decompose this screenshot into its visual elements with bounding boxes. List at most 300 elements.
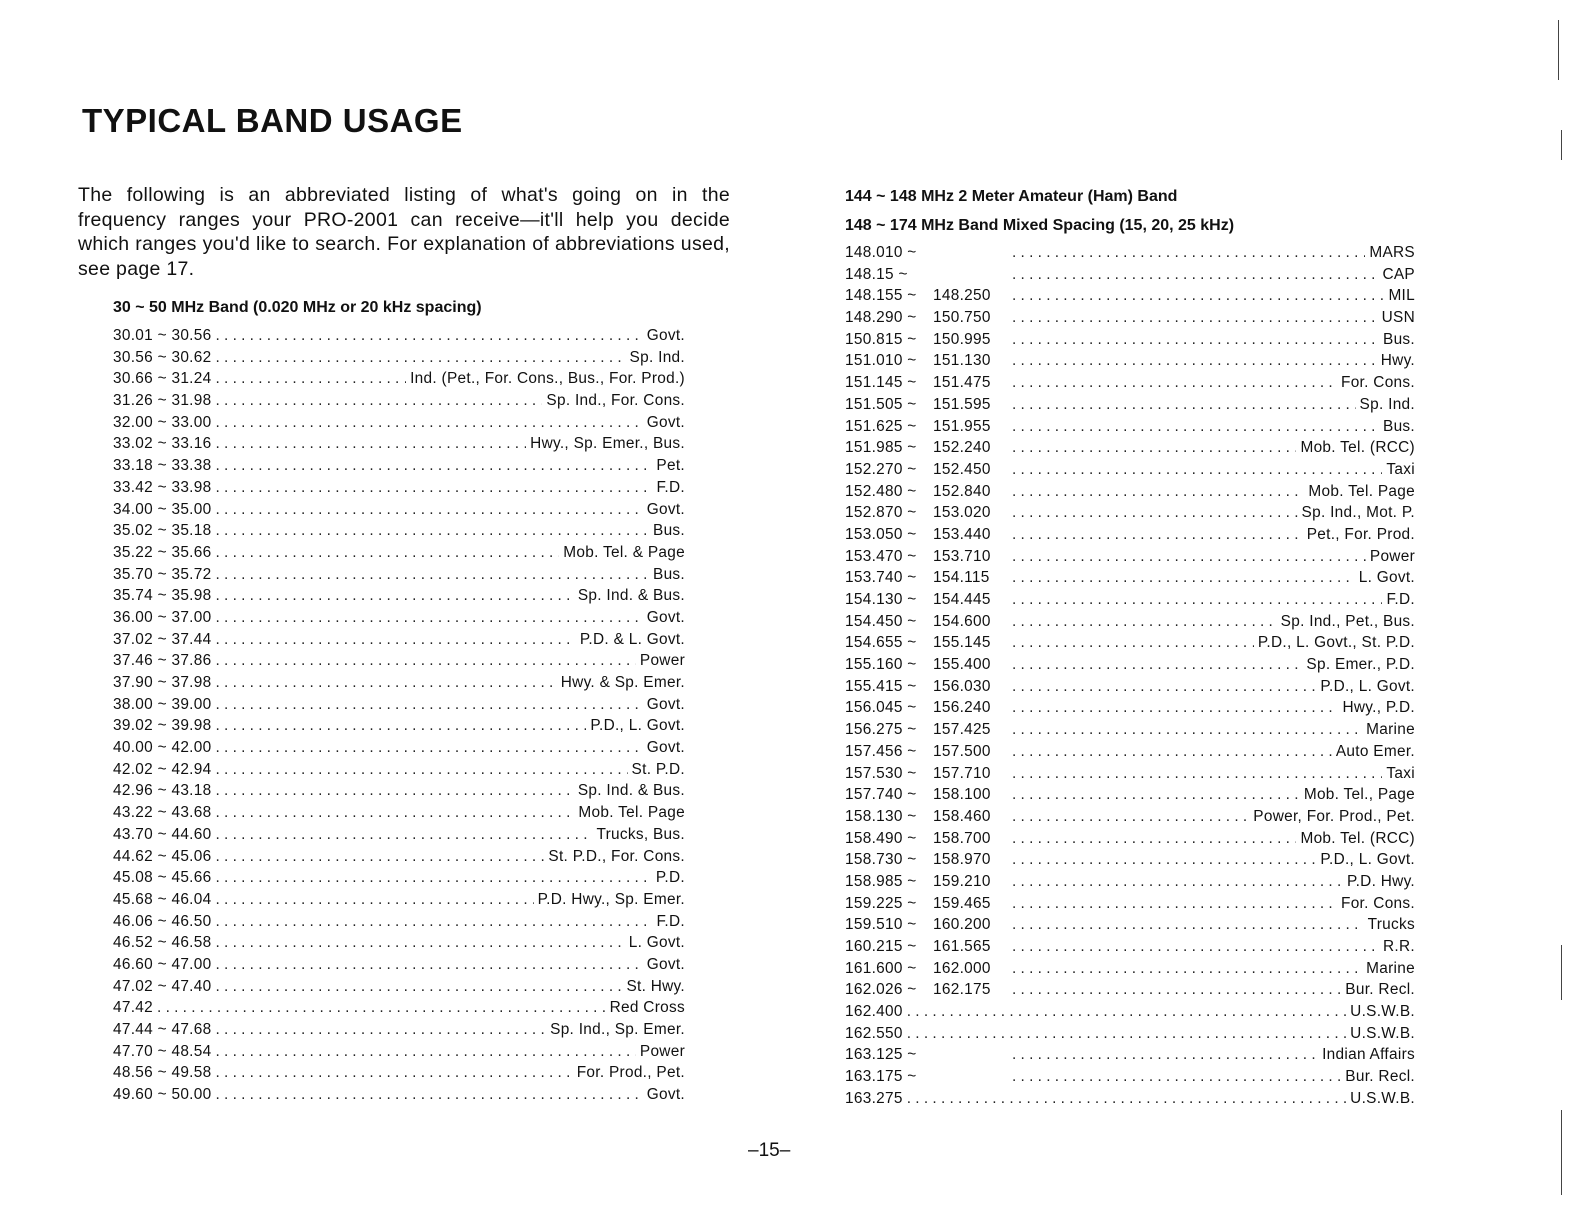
range-start: 158.985 ~ [845,872,917,890]
frequency-range: 47.44 ~ 47.68 [113,1021,212,1038]
frequency-range: 42.96 ~ 43.18 [113,782,212,800]
frequency-range [845,309,1008,327]
dot-leader [1012,352,1377,370]
table-row [845,569,1415,591]
usage-label: Marine [1366,959,1415,977]
table-row [845,461,1415,483]
range-end: 151.595 [933,395,991,413]
dot-leader [1012,830,1296,848]
frequency-range [845,439,1008,457]
range-end: 150.995 [933,330,991,348]
table-row [845,765,1415,787]
usage-label: Mob. Tel. Page [1308,482,1415,500]
usage-label: Hwy. & Sp. Emer. [560,674,685,691]
range-start: 152.480 ~ [845,482,917,500]
usage-label: Hwy. [1380,352,1415,370]
usage-label: Indian Affairs [1322,1046,1415,1064]
range-end: 158.970 [933,851,991,869]
frequency-range [845,1068,1008,1086]
table-row [113,739,685,761]
table-row [845,699,1415,721]
usage-label: Auto Emer. [1335,742,1415,760]
range-end: 154.445 [933,591,991,608]
frequency-range: 35.02 ~ 35.18 [113,522,212,540]
right-band-list [845,244,1415,1112]
range-end: 152.840 [933,482,991,500]
usage-label: Sp. Ind. [629,348,685,366]
usage-label: Mob. Tel. & Page [563,543,685,561]
dot-leader [1012,938,1379,956]
usage-label: St. P.D., For. Cons. [548,847,685,865]
range-start: 153.740 ~ [845,569,917,587]
usage-label: USN [1381,309,1415,327]
range-end: 152.240 [933,439,991,457]
usage-label: R.R. [1383,938,1415,955]
range-start: 157.456 ~ [845,742,917,760]
dot-leader [215,761,627,779]
table-row [113,457,685,479]
dot-leader [215,696,642,714]
table-row [845,743,1415,765]
range-start: 155.415 ~ [845,677,917,695]
table-row [845,721,1415,743]
table-row [845,678,1415,700]
range-start: 158.730 ~ [845,851,917,869]
usage-label: Govt. [646,608,685,626]
range-end: 153.710 [933,547,991,565]
frequency-range [845,873,1008,891]
usage-label: MARS [1369,244,1415,261]
frequency-range [845,1025,903,1043]
frequency-range [845,591,1008,609]
table-row [845,331,1415,353]
dot-leader [215,978,622,996]
frequency-range: 46.52 ~ 46.58 [113,934,212,952]
range-start: 155.160 ~ [845,656,917,674]
usage-label: Sp. Ind., Mot. P. [1301,504,1415,522]
frequency-range: 32.00 ~ 33.00 [113,413,212,431]
table-row [113,1043,685,1065]
frequency-range: 47.70 ~ 48.54 [113,1042,212,1060]
frequency-range: 42.02 ~ 42.94 [113,760,212,778]
usage-label: L. Govt. [1358,569,1415,587]
usage-label: Govt. [646,1086,685,1104]
range-start: 151.145 ~ [845,374,917,392]
range-end: 158.100 [933,786,991,804]
range-end: 156.030 [933,677,991,695]
mixed-band-heading: 148 ~ 174 MHz Band Mixed Spacing (15, 20, 25 kHz) [845,217,1235,234]
dot-leader [907,1090,1346,1108]
dot-leader [215,739,642,757]
usage-label: Bur. Recl. [1345,981,1415,999]
range-start: 163.275 [845,1089,903,1107]
frequency-range: 37.02 ~ 37.44 [113,630,212,648]
dot-leader [1012,743,1332,761]
dot-leader [1012,287,1384,305]
usage-label: Pet., For. Prod. [1306,525,1415,543]
usage-label: Bus. [653,522,685,540]
dot-leader [215,587,573,605]
table-row [113,804,685,826]
table-row [845,981,1415,1003]
dot-leader [215,414,642,432]
dot-leader [215,848,544,866]
table-row [113,566,685,588]
frequency-range [845,721,1008,739]
frequency-range: 49.60 ~ 50.00 [113,1086,212,1104]
table-row [845,808,1415,830]
dot-leader [215,566,649,584]
frequency-range: 33.18 ~ 33.38 [113,457,212,475]
dot-leader [1012,374,1337,392]
range-start: 151.985 ~ [845,439,917,457]
table-row [113,891,685,913]
dot-leader [215,1043,635,1061]
frequency-range: 40.00 ~ 42.00 [113,739,212,757]
range-start: 158.490 ~ [845,829,917,847]
range-end: 151.130 [933,352,991,370]
range-end: 152.450 [933,460,991,478]
table-row [113,522,685,544]
scan-edge-mark [1558,20,1559,80]
table-row [845,548,1415,570]
dot-leader [1012,483,1304,501]
usage-label: MIL [1388,287,1415,305]
table-row [845,1090,1415,1112]
dot-leader [215,457,652,475]
usage-label: St. P.D. [631,760,685,778]
usage-label: U.S.W.B. [1350,1024,1415,1042]
usage-label: F.D. [656,912,685,930]
table-row [113,349,685,371]
usage-label: Bus. [653,565,685,583]
dot-leader [157,999,606,1017]
dot-leader [215,782,573,800]
usage-label: Sp. Ind. & Bus. [577,782,685,800]
table-row [113,327,685,349]
dot-leader [215,501,642,519]
dot-leader [215,522,649,540]
dot-leader [215,1021,546,1039]
table-row [845,1046,1415,1068]
dot-leader [215,392,542,410]
dot-leader [1012,678,1316,696]
frequency-range: 36.00 ~ 37.00 [113,608,212,626]
range-start: 162.550 [845,1024,903,1042]
frequency-range [845,981,1008,999]
range-end: 154.600 [933,612,991,630]
table-row [845,895,1415,917]
frequency-range: 48.56 ~ 49.58 [113,1064,212,1082]
usage-label: Mob. Tel., Page [1303,786,1415,804]
usage-label: St. Hwy. [626,977,685,995]
usage-label: F.D. [656,478,685,496]
table-row [113,869,685,891]
dot-leader [215,804,574,822]
usage-label: Sp. Ind., Pet., Bus. [1280,612,1415,630]
dot-leader [1012,721,1362,739]
frequency-range [845,916,1008,934]
range-start: 148.290 ~ [845,309,917,327]
table-row [113,978,685,1000]
dot-leader [215,349,625,367]
frequency-range [845,461,1008,479]
dot-leader [1012,266,1378,284]
table-row [113,435,685,457]
page-number: –15– [748,1140,791,1161]
table-row [845,960,1415,982]
usage-label: P.D., L. Govt. [590,717,685,735]
usage-label: U.S.W.B. [1350,1003,1415,1021]
table-row [845,244,1415,266]
dot-leader [1012,244,1365,262]
frequency-range: 45.08 ~ 45.66 [113,869,212,887]
usage-label: P.D. & L. Govt. [579,630,685,648]
range-end: 156.240 [933,699,991,717]
range-end: 162.000 [933,959,991,977]
usage-label: P.D., L. Govt. [1320,677,1415,695]
table-row [113,501,685,523]
frequency-range [845,526,1008,544]
table-row [113,370,685,392]
usage-label: P.D., L. Govt., St. P.D. [1257,634,1415,652]
usage-label: Sp. Ind. [1359,395,1415,413]
dot-leader [1012,548,1366,566]
table-row [845,938,1415,960]
dot-leader [1012,613,1277,631]
usage-label: U.S.W.B. [1350,1089,1415,1107]
range-start: 151.505 ~ [845,395,917,413]
range-start: 151.625 ~ [845,417,917,435]
usage-label: Govt. [646,695,685,713]
dot-leader [215,652,635,670]
dot-leader [215,544,559,562]
range-end: 148.250 [933,287,991,305]
frequency-range [845,656,1008,674]
table-row [113,934,685,956]
usage-label: F.D. [1386,591,1415,608]
frequency-range: 30.01 ~ 30.56 [113,327,212,344]
dot-leader [215,435,526,453]
table-row [113,609,685,631]
table-row [845,483,1415,505]
table-row [113,479,685,501]
usage-label: Marine [1366,721,1415,739]
frequency-range [845,504,1008,522]
dot-leader [215,609,642,627]
usage-label: Hwy., Sp. Emer., Bus. [530,435,685,453]
range-start: 154.130 ~ [845,591,917,608]
frequency-range [845,678,1008,696]
range-end: 154.115 [933,569,990,587]
dot-leader [215,1086,642,1104]
usage-label: CAP [1382,265,1415,283]
dot-leader [1012,634,1254,652]
dot-leader [215,479,652,497]
range-end: 150.750 [933,309,991,327]
range-start: 152.870 ~ [845,504,917,522]
frequency-range [845,548,1008,566]
table-row [113,1064,685,1086]
table-row [845,504,1415,526]
dot-leader [215,327,642,345]
table-row [845,374,1415,396]
frequency-range [845,938,1008,956]
usage-label: Sp. Ind., For. Cons. [546,392,685,410]
frequency-range [845,895,1008,913]
usage-label: Govt. [646,413,685,431]
left-band-list [113,327,685,1108]
usage-label: Bus. [1383,330,1415,348]
frequency-range: 46.06 ~ 46.50 [113,912,212,930]
range-start: 152.270 ~ [845,460,917,478]
range-start: 163.175 ~ [845,1068,917,1086]
dot-leader [215,370,406,388]
usage-label: L. Govt. [628,934,685,952]
dot-leader [1012,526,1303,544]
frequency-range [845,569,1008,587]
range-end: 160.200 [933,916,991,934]
dot-leader [907,1003,1346,1021]
frequency-range [845,786,1008,804]
range-start: 162.400 [845,1003,903,1021]
frequency-range [845,1090,903,1108]
dot-leader [1012,895,1337,913]
usage-label: Mob. Tel. (RCC) [1300,439,1415,457]
table-row [845,851,1415,873]
range-start: 163.125 ~ [845,1046,917,1064]
left-band-heading: 30 ~ 50 MHz Band (0.020 MHz or 20 kHz spacing) [113,299,482,316]
table-row [845,916,1415,938]
frequency-range [845,287,1008,305]
dot-leader [1012,981,1341,999]
range-start: 148.010 ~ [845,244,917,261]
scan-edge-mark [1561,130,1562,160]
ham-band-heading: 144 ~ 148 MHz 2 Meter Amateur (Ham) Band [845,188,1178,205]
range-start: 160.215 ~ [845,938,917,955]
frequency-range: 35.70 ~ 35.72 [113,565,212,583]
table-row [845,1025,1415,1047]
table-row [845,309,1415,331]
table-row [845,287,1415,309]
table-row [113,717,685,739]
frequency-range [845,352,1008,370]
range-end: 159.210 [933,872,991,890]
usage-label: P.D. Hwy. [1347,872,1415,890]
range-end: 151.955 [933,417,991,435]
usage-label: Power [639,652,685,670]
range-start: 148.15 ~ [845,265,908,283]
range-start: 153.050 ~ [845,525,917,543]
range-start: 162.026 ~ [845,981,917,999]
usage-label: Govt. [646,739,685,757]
range-start: 159.225 ~ [845,894,917,912]
usage-label: P.D. [655,869,685,887]
dot-leader [1012,960,1362,978]
scan-edge-mark [1561,945,1562,1000]
frequency-range [845,244,1008,262]
table-row [113,631,685,653]
dot-leader [1012,851,1316,869]
dot-leader [215,717,586,735]
table-row [113,1021,685,1043]
usage-label: Taxi [1386,460,1415,478]
dot-leader [215,956,642,974]
table-row [113,652,685,674]
range-start: 154.450 ~ [845,612,917,630]
dot-leader [1012,808,1249,826]
frequency-range: 46.60 ~ 47.00 [113,955,212,973]
dot-leader [1012,331,1379,349]
usage-label: Red Cross [609,999,685,1017]
range-start: 151.010 ~ [845,352,917,370]
range-start: 156.275 ~ [845,721,917,739]
frequency-range: 35.22 ~ 35.66 [113,543,212,561]
frequency-range: 33.02 ~ 33.16 [113,435,212,453]
dot-leader [215,869,651,887]
frequency-range: 30.56 ~ 30.62 [113,348,212,366]
dot-leader [1012,309,1378,327]
frequency-range [845,1046,1008,1064]
table-row [845,613,1415,635]
dot-leader [215,934,624,952]
dot-leader [1012,1046,1318,1064]
table-row [845,396,1415,418]
intro-paragraph: The following is an abbreviated listing of what's going on in the frequency ranges your PRO-2001 can receive—it'll help you decide which ranges you'd like to search. For explanation of abbreviations used, see page 17. [78,184,730,280]
table-row [113,1086,685,1108]
range-end: 157.500 [933,742,991,760]
usage-label: P.D. Hwy., Sp. Emer. [537,890,685,908]
frequency-range: 35.74 ~ 35.98 [113,587,212,605]
frequency-range [845,331,1008,349]
range-start: 148.155 ~ [845,287,917,305]
frequency-range: 44.62 ~ 45.06 [113,847,212,865]
range-end: 159.465 [933,894,991,912]
table-row [113,761,685,783]
dot-leader [215,826,592,844]
dot-leader [215,674,556,692]
frequency-range [845,266,1008,284]
usage-label: Sp. Ind., Sp. Emer. [550,1021,685,1038]
range-start: 159.510 ~ [845,916,917,934]
frequency-range: 47.02 ~ 47.40 [113,977,212,995]
frequency-range [845,374,1008,392]
usage-label: Taxi [1386,764,1415,782]
table-row [845,1003,1415,1025]
frequency-range [845,418,1008,436]
range-end: 158.700 [933,829,991,847]
range-start: 161.600 ~ [845,959,917,977]
usage-label: Mob. Tel. Page [578,804,685,822]
dot-leader [1012,569,1355,587]
table-row [845,266,1415,288]
usage-label: Bus. [1383,417,1415,435]
frequency-range [845,830,1008,848]
range-start: 150.815 ~ [845,330,917,348]
frequency-range [845,634,1008,652]
dot-leader [215,913,652,931]
scan-edge-mark [1561,1110,1562,1195]
frequency-range: 43.70 ~ 44.60 [113,825,212,843]
dot-leader [1012,699,1338,717]
frequency-range: 39.02 ~ 39.98 [113,717,212,735]
usage-label: Mob. Tel. (RCC) [1300,829,1415,847]
frequency-range: 30.66 ~ 31.24 [113,370,212,388]
frequency-range [845,699,1008,717]
table-row [113,414,685,436]
dot-leader [1012,873,1343,891]
page-title: TYPICAL BAND USAGE [82,102,463,139]
